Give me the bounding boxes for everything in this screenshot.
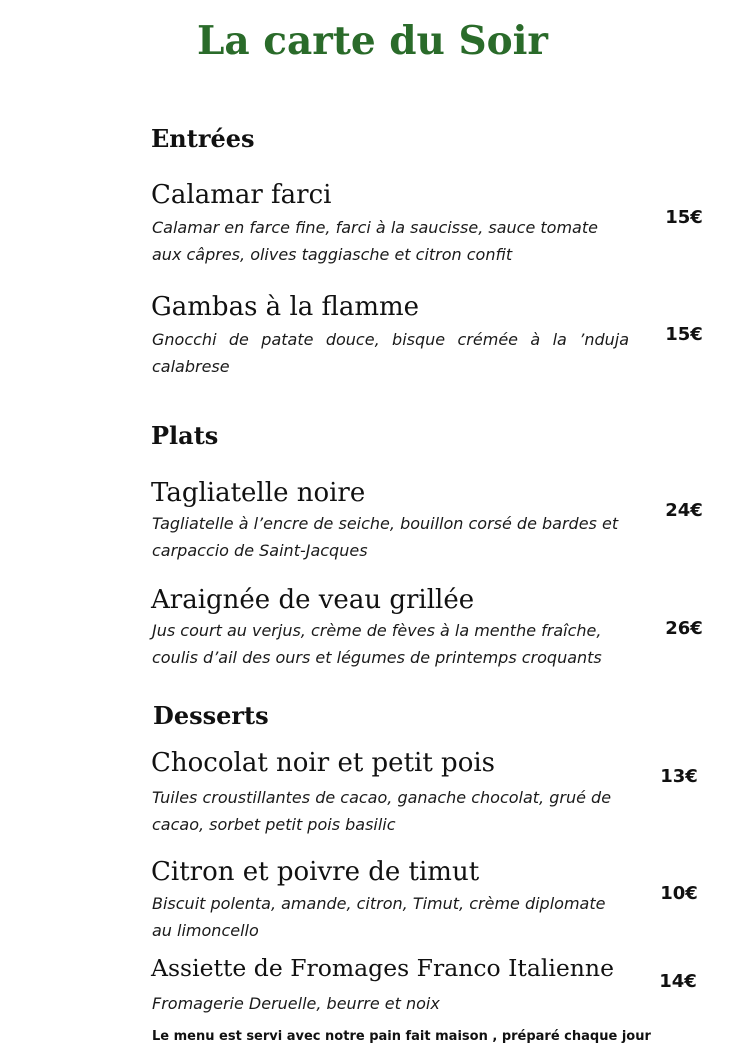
page-title: La carte du Soir (197, 18, 548, 64)
dish-name: Chocolat noir et petit pois (151, 748, 496, 778)
dish-description: Tagliatelle à l’encre de seiche, bouillon corsé de bardes et carpaccio de Saint-Jacques (152, 514, 619, 560)
dish-name: Araignée de veau grillée (151, 585, 475, 615)
dish-description: Tuiles croustillantes de cacao, ganache chocolat, grué de cacao, sorbet petit pois basilic (152, 788, 612, 834)
dish-description: Biscuit polenta, amande, citron, Timut, crème diplomate au limoncello (152, 894, 606, 940)
dish-description: Gnocchi de patate douce, bisque crémée à la ’nduja calabrese (152, 330, 629, 376)
dish-price: 15€ (665, 324, 703, 345)
dish-name: Gambas à la flamme (151, 292, 420, 322)
dish-price: 26€ (665, 618, 703, 639)
dish-price: 10€ (660, 883, 698, 904)
section-heading-entrees: Entrées (151, 124, 255, 153)
dish-description: Jus court au verjus, crème de fèves à la menthe fraîche, coulis d’ail des ours et légumes de printemps croquants (152, 621, 602, 667)
section-heading-desserts: Desserts (153, 701, 269, 730)
dish-description: Fromagerie Deruelle, beurre et noix (152, 994, 440, 1013)
dish-price: 14€ (659, 971, 697, 992)
section-heading-plats: Plats (151, 421, 219, 450)
dish-name: Tagliatelle noire (151, 478, 366, 508)
dish-price: 15€ (665, 207, 703, 228)
dish-price: 13€ (660, 766, 698, 787)
dish-description: Calamar en farce fine, farci à la saucisse, sauce tomate aux câpres, olives taggiasche et citron confit (152, 218, 598, 264)
dish-name: Citron et poivre de timut (151, 857, 480, 887)
dish-price: 24€ (665, 500, 703, 521)
footer-note: Le menu est servi avec notre pain fait maison , préparé chaque jour (152, 1029, 651, 1044)
dish-name: Calamar farci (151, 180, 332, 210)
dish-name: Assiette de Fromages Franco Italienne (151, 954, 614, 982)
